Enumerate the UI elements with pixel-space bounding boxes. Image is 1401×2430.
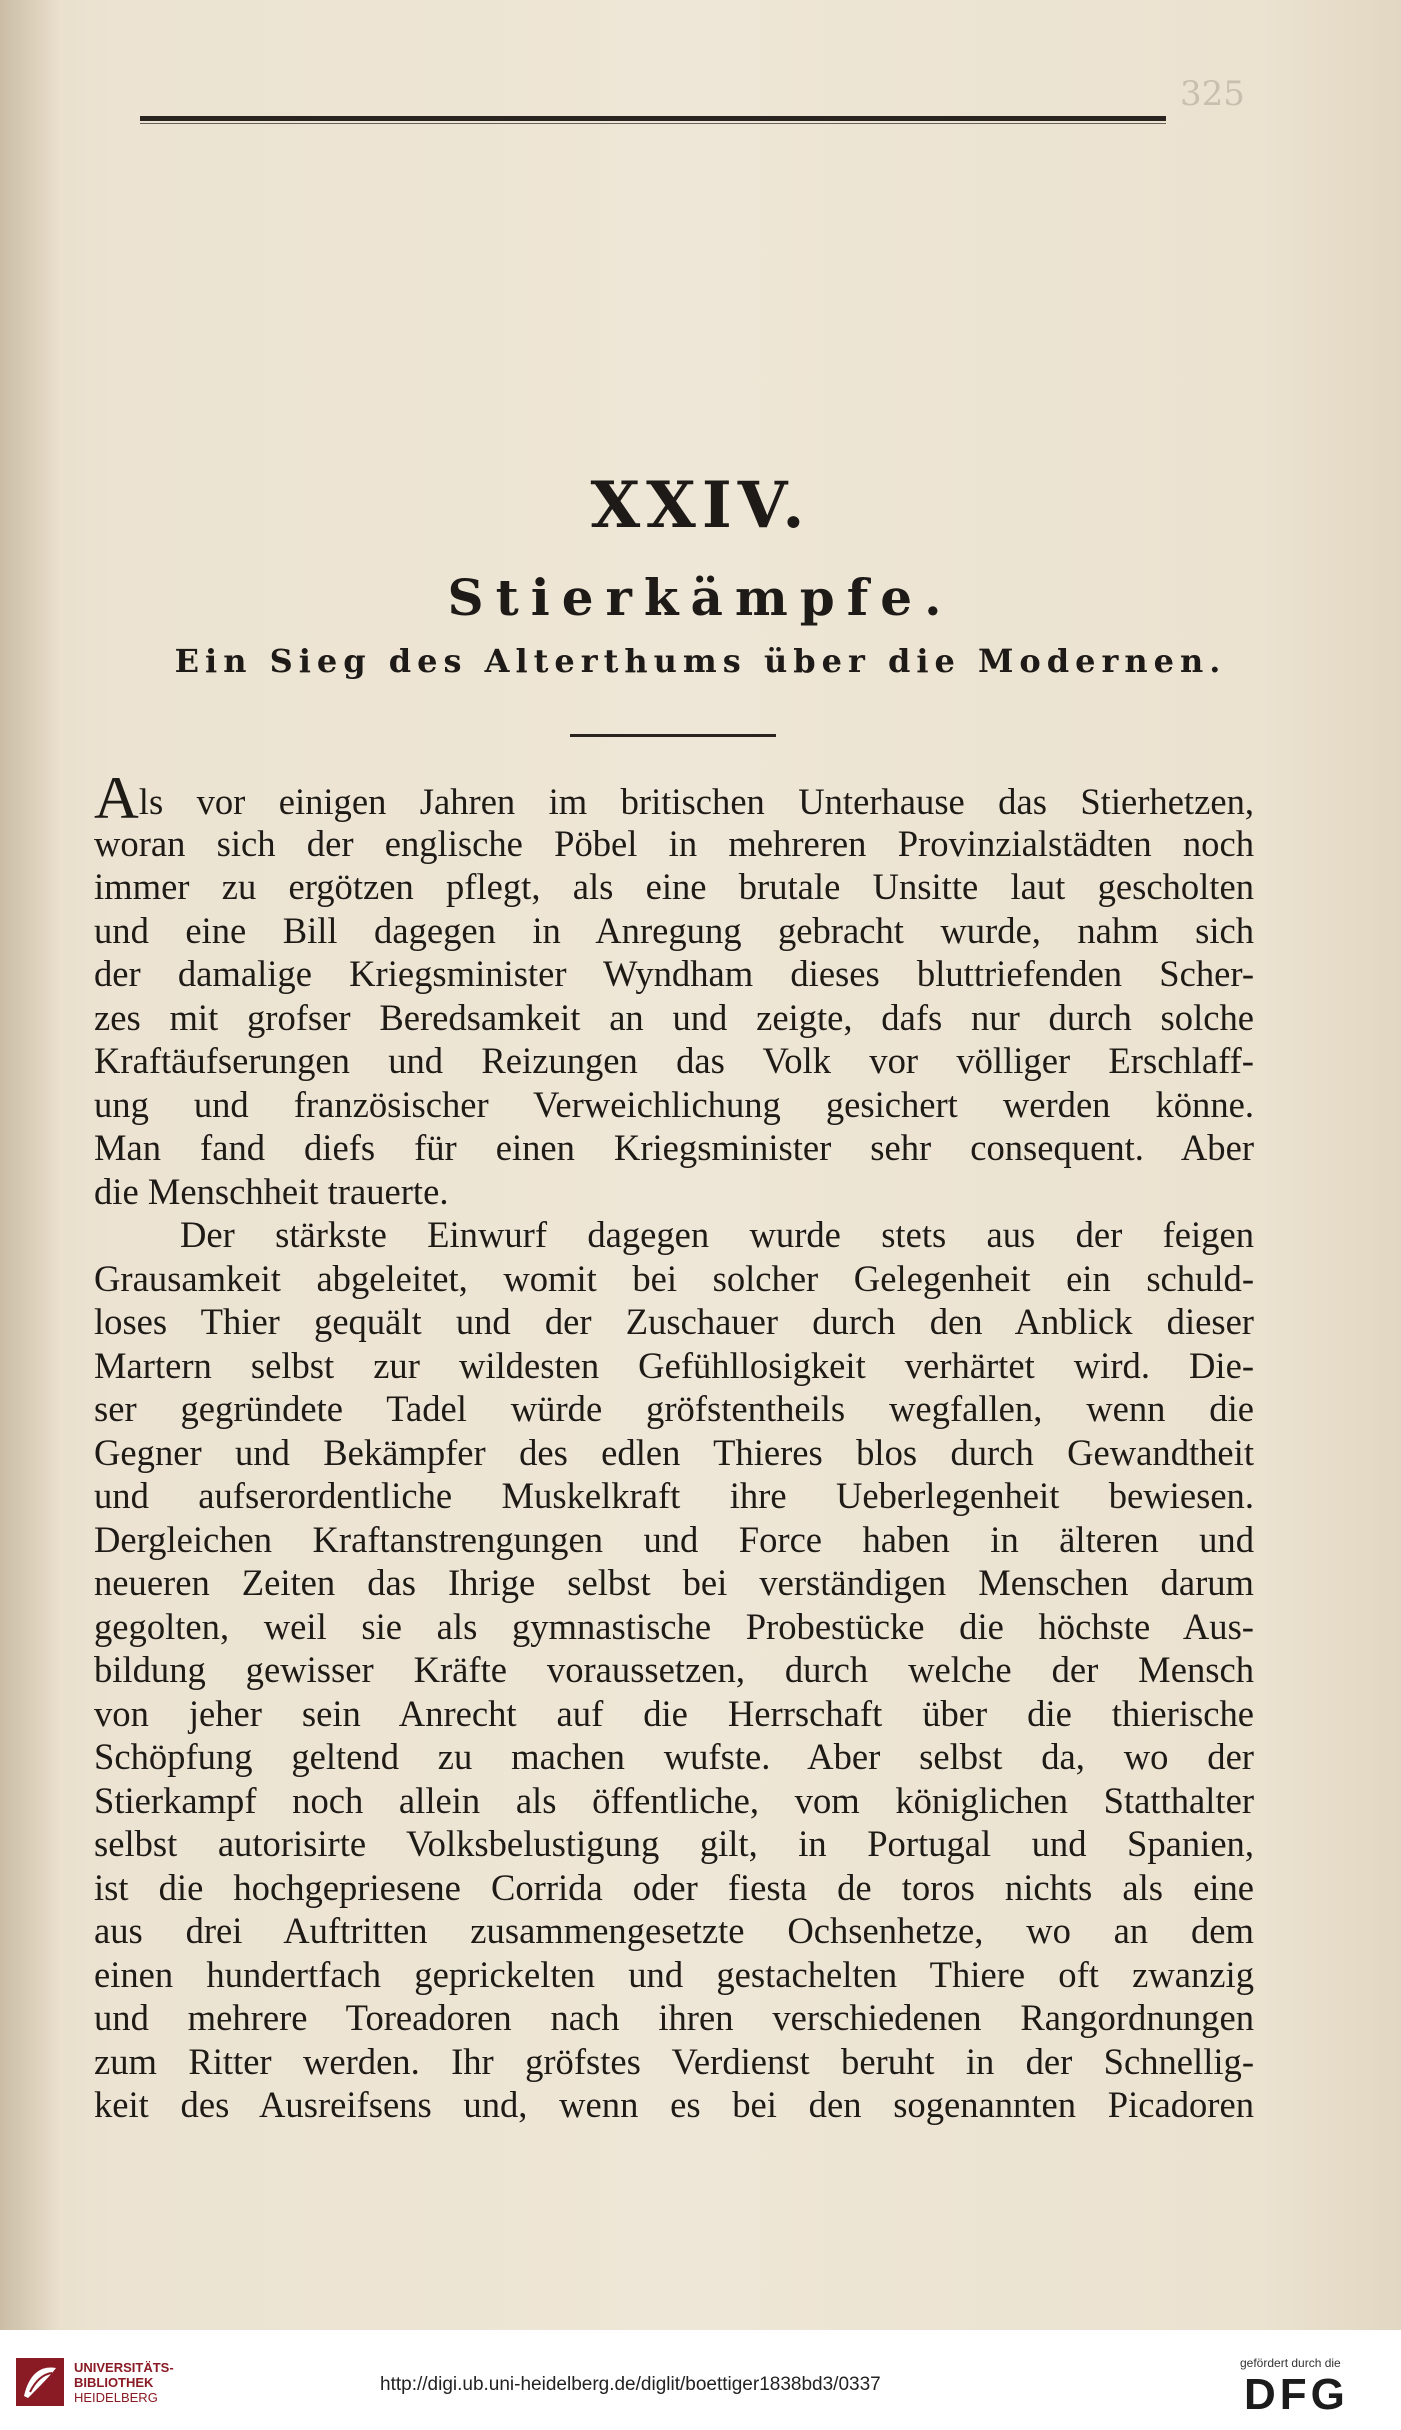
body-text [94, 778, 1254, 2127]
text-line: ser gegründete Tadel würde gröfstentheils wegfallen, wenn die [94, 1388, 1254, 1429]
header-rule-thin [140, 123, 1166, 124]
header-rule [140, 116, 1166, 121]
line-text: ls vor einigen Jahren im britischen Unterhause das Stierhetzen, [138, 781, 1254, 822]
text-line: von jeher sein Anrecht auf die Herrschaft über die thierische [94, 1692, 1254, 1734]
text-line: einen hundertfach geprickelten und gestachelten Thiere oft zwanzig [94, 1953, 1254, 1995]
university-seal-icon [14, 2356, 66, 2408]
text-line: loses Thier gequält und der Zuschauer durch den Anblick dieser [94, 1301, 1254, 1342]
funded-by-label: gefördert durch die [1240, 2356, 1341, 2370]
text-line: ist die hochgepriesene Corrida oder fiesta de toros nichts als eine [94, 1866, 1254, 1908]
chapter-number: XXIV. [590, 468, 811, 543]
text-line: zes mit grofser Beredsamkeit an und zeigte, dafs nur durch solche [94, 996, 1254, 1038]
text-line: der damalige Kriegsminister Wyndham dieses bluttriefenden Scher- [94, 953, 1254, 994]
text-line: bildung gewisser Kräfte voraussetzen, durch welche der Mensch [94, 1649, 1254, 1690]
text-line: die Menschheit trauerte. [94, 1170, 449, 1212]
page-number: 325 [1180, 74, 1245, 114]
text-line: selbst autorisirte Volksbelustigung gilt, in Portugal und Spanien, [94, 1823, 1254, 1864]
text-line: ung und französischer Verweichlichung gesichert werden könne. [94, 1083, 1254, 1125]
text-line: Stierkampf noch allein als öffentliche, vom königlichen Statthalter [94, 1779, 1254, 1821]
source-url-link[interactable]: http://digi.ub.uni-heidelberg.de/diglit/boettiger1838bd3/0337 [380, 2374, 881, 2395]
text-line: neueren Zeiten das Ihrige selbst bei verständigen Menschen darum [94, 1562, 1254, 1603]
dfg-logo: DFG [1244, 2370, 1349, 2419]
text-line: keit des Ausreifsens und, wenn es bei den sogenannten Picadoren [94, 2084, 1254, 2125]
dropcap: A [94, 778, 139, 822]
section-rule [570, 734, 776, 737]
text-line: und eine Bill dagegen in Anregung gebracht wurde, nahm sich [94, 909, 1254, 951]
text-line: Dergleichen Kraftanstrengungen und Force haben in älteren und [94, 1518, 1254, 1560]
text-line: gegolten, weil sie als gymnastische Probestücke die höchste Aus- [94, 1605, 1254, 1647]
text-line: Kraftäufserungen und Reizungen das Volk vor völliger Erschlaff- [94, 1040, 1254, 1081]
text-line: zum Ritter werden. Ihr gröfstes Verdienst beruht in der Schnellig- [94, 2040, 1254, 2082]
text-line [94, 778, 1254, 822]
text-line: und mehrere Toreadoren nach ihren verschiedenen Rangordnungen [94, 1997, 1254, 2038]
text-line: Martern selbst zur wildesten Gefühllosigkeit verhärtet wird. Die- [94, 1344, 1254, 1386]
text-line: immer zu ergötzen pflegt, als eine brutale Unsitte laut gescholten [94, 866, 1254, 907]
text-line: und aufserordentliche Muskelkraft ihre Ueberlegenheit bewiesen. [94, 1475, 1254, 1516]
text-line: Grausamkeit abgeleitet, womit bei solcher Gelegenheit ein schuld- [94, 1257, 1254, 1299]
text-line: aus drei Auftritten zusammengesetzte Ochsenhetze, wo an dem [94, 1910, 1254, 1951]
text-line: Gegner und Bekämpfer des edlen Thieres blos durch Gewandtheit [94, 1431, 1254, 1473]
text-line: woran sich der englische Pöbel in mehreren Provinzialstädten noch [94, 822, 1254, 864]
chapter-subtitle: Ein Sieg des Alterthums über die Modernen. [174, 642, 1227, 680]
library-name: UNIVERSITÄTS- BIBLIOTHEK HEIDELBERG [74, 2360, 174, 2405]
chapter-title: Stierkämpfe. [447, 568, 954, 627]
text-line: Man fand diefs für einen Kriegsminister sehr consequent. Aber [94, 1127, 1254, 1168]
text-line: Der stärkste Einwurf dagegen wurde stets aus der feigen [180, 1214, 1254, 1255]
text-line: Schöpfung geltend zu machen wufste. Aber selbst da, wo der [94, 1736, 1254, 1777]
footer-bar [0, 2330, 1401, 2430]
page-edge-shadow [0, 0, 60, 2330]
